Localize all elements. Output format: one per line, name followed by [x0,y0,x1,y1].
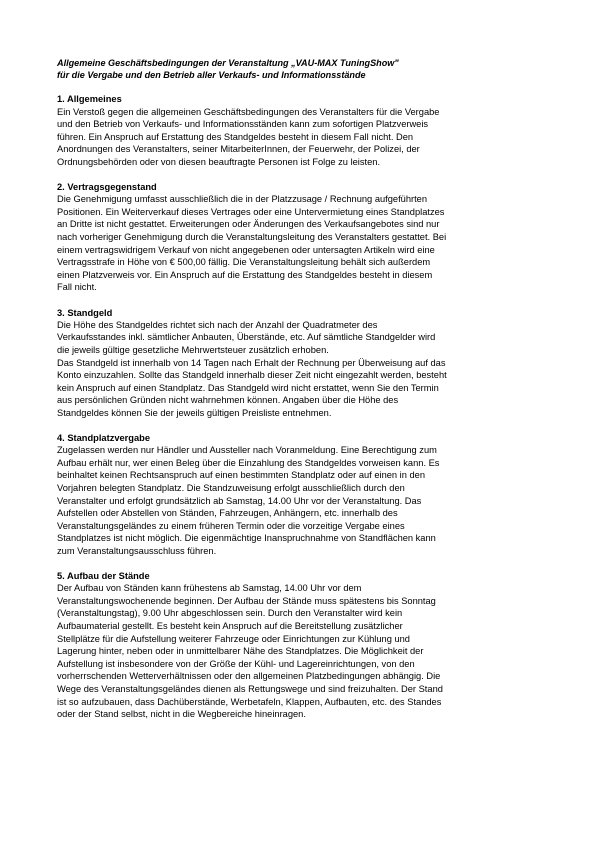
paragraph-line: führen. Ein Anspruch auf Erstattung des Standgeldes besteht in diesem Fall nicht. Den [57,131,414,142]
section-2 [57,181,543,294]
section-heading: 5. Aufbau der Stände [57,571,150,582]
paragraph-line: Die Genehmigung umfasst ausschließlich die in der Platzzusage / Rechnung aufgeführten [57,194,428,205]
paragraph-line: Veranstaltungsgeländes zu einem früheren Termin oder die vorzeitige Vergabe eines [57,520,405,531]
paragraph-line: Verkaufsstandes inkl. sämtlicher Anbauten, Überstände, etc. Auf sämtliche Standgelder wird [57,332,436,343]
paragraph-line: Vertragsstrafe in Höhe von € 500,00 fällig. Die Veranstaltungsleitung behält sich außerdem [57,257,431,268]
section-4 [57,432,543,558]
paragraph-line: einem vertragswidrigem Verkauf von nicht angegebenen oder untersagten Artikeln wird eine [57,244,435,255]
section-heading: 1. Allgemeines [57,94,122,105]
paragraph-line: Anordnungen des Veranstalters, seiner MitarbeiterInnen, der Feuerwehr, der Polizei, der [57,144,420,155]
title-line: Allgemeine Geschäftsbedingungen der Veranstaltung „VAU-MAX TuningShow" [57,58,399,68]
paragraph-line: Aufbau erhält nur, wer einen Beleg über die Einzahlung des Standgeldes vorweisen kann. Es [57,457,440,468]
paragraph-line: Veranstalter und erfolgt grundsätzlich ab Samstag, 14.00 Uhr vor der Veranstaltung. Das [57,495,422,506]
paragraph-line: (Veranstaltungstag), 9.00 Uhr abgeschlossen sein. Durch den Veranstalter wird kein [57,608,403,619]
paragraph-line: und den Betrieb von Verkaufs- und Informationsständen kann zum sofortigen Platzverweis [57,119,429,130]
paragraph-line: Das Standgeld ist innerhalb von 14 Tagen nach Erhalt der Rechnung per Überweisung auf das [57,357,446,368]
paragraph-line: Lagerung hinter, neben oder in unmittelbarer Nähe des Standplatzes. Die Möglichkeit der [57,646,424,657]
section-5 [57,570,543,721]
paragraph-line: ist so aufzubauen, dass Dachüberstände, Werbetafeln, Klappen, Aufbauten, etc. des Standes [57,696,442,707]
section-3 [57,307,543,420]
paragraph-line: vorherrschenden Wetterverhältnissen oder den allgemeinen Platzbedingungen abhängig. Die [57,671,441,682]
section-heading: 4. Standplatzvergabe [57,432,150,443]
paragraph-line: aus persönlichen Gründen nicht wahrnehmen können. Angaben über die Höhe des [57,395,399,406]
paragraph-line: Die Höhe des Standgeldes richtet sich nach der Anzahl der Quadratmeter des [57,319,378,330]
paragraph-line: Wege des Veranstaltungsgeländes dienen als Rettungswege und sind freizuhalten. Der Stand [57,683,443,694]
document-page [57,57,543,733]
paragraph-line: Ein Verstoß gegen die allgemeinen Geschäftsbedingungen des Veranstalters für die Vergabe [57,106,440,117]
section-1 [57,93,543,168]
title-line: für die Vergabe und den Betrieb aller Verkaufs- und Informationsstände [57,70,366,81]
paragraph-line: kein Anspruch auf einen Standplatz. Das Standgeld wird nicht erstattet, wenn Sie den Termin [57,382,439,393]
paragraph-line: oder der Stand selbst, nicht in die Wegbereiche hineinragen. [57,709,306,720]
paragraph-line: zum Veranstaltungsausschluss führen. [57,545,217,556]
paragraph-line: die jeweils gültige gesetzliche Mehrwertsteuer zusätzlich erhoben. [57,344,329,355]
sections-container [57,93,543,720]
paragraph-line: Veranstaltungswochenende beginnen. Der Aufbau der Stände muss spätestens bis Sonntag [57,595,436,606]
paragraph-line: Konto einzuzahlen. Sollte das Standgeld innerhalb dieser Zeit nicht eingezahlt werden, besteht [57,370,447,381]
paragraph-line: Zugelassen werden nur Händler und Aussteller nach Voranmeldung. Eine Berechtigung zum [57,445,437,456]
paragraph-line: Aufstellen oder Abstellen von Ständen, Fahrzeugen, Anhängern, etc. innerhalb des [57,508,398,519]
paragraph-line: an Dritte ist nicht gestattet. Erweiterungen oder Änderungen des Verkaufsangebotes sind nur [57,219,440,230]
paragraph-line: Standgeldes können Sie der jeweils gültigen Preisliste entnehmen. [57,407,332,418]
paragraph-line: Positionen. Ein Weiterverkauf dieses Vertrages oder eine Untervermietung eines Standplatzes [57,206,445,217]
section-heading: 3. Standgeld [57,307,113,318]
paragraph-line: beinhaltet keinen Rechtsanspruch auf einen bestimmten Standplatz oder auf einen in den [57,470,425,481]
paragraph-line: Aufstellung ist insbesondere von der Größe der Kühl- und Lagereinrichtungen, von den [57,658,415,669]
paragraph-line: Vorjahren belegten Standplatz. Die Standzuweisung erfolgt ausschließlich durch den [57,482,405,493]
paragraph-line: Fall nicht. [57,282,97,293]
document-title [57,57,543,81]
paragraph-line: Ordnungsbehörden oder von diesen beauftragte Personen ist Folge zu leisten. [57,156,381,167]
paragraph-line: einen Platzverweis vor. Ein Anspruch auf die Erstattung des Standgeldes besteht in diesem [57,269,433,280]
paragraph-line: Standplatzes ist nicht möglich. Die eigenmächtige Inanspruchnahme von Standflächen kann [57,533,436,544]
section-heading: 2. Vertragsgegenstand [57,182,157,193]
paragraph-line: Stellplätze für die Aufstellung weiterer Fahrzeuge oder Einrichtungen zur Kühlung und [57,633,410,644]
paragraph-line: Der Aufbau von Ständen kann frühestens ab Samstag, 14.00 Uhr vor dem [57,583,362,594]
paragraph-line: nach vorheriger Genehmigung durch die Veranstaltungsleitung des Veranstalters gestattet. Bei [57,232,447,243]
paragraph-line: Aufbaumaterial gestellt. Es besteht kein Anspruch auf die Bereitstellung zusätzlicher [57,621,403,632]
